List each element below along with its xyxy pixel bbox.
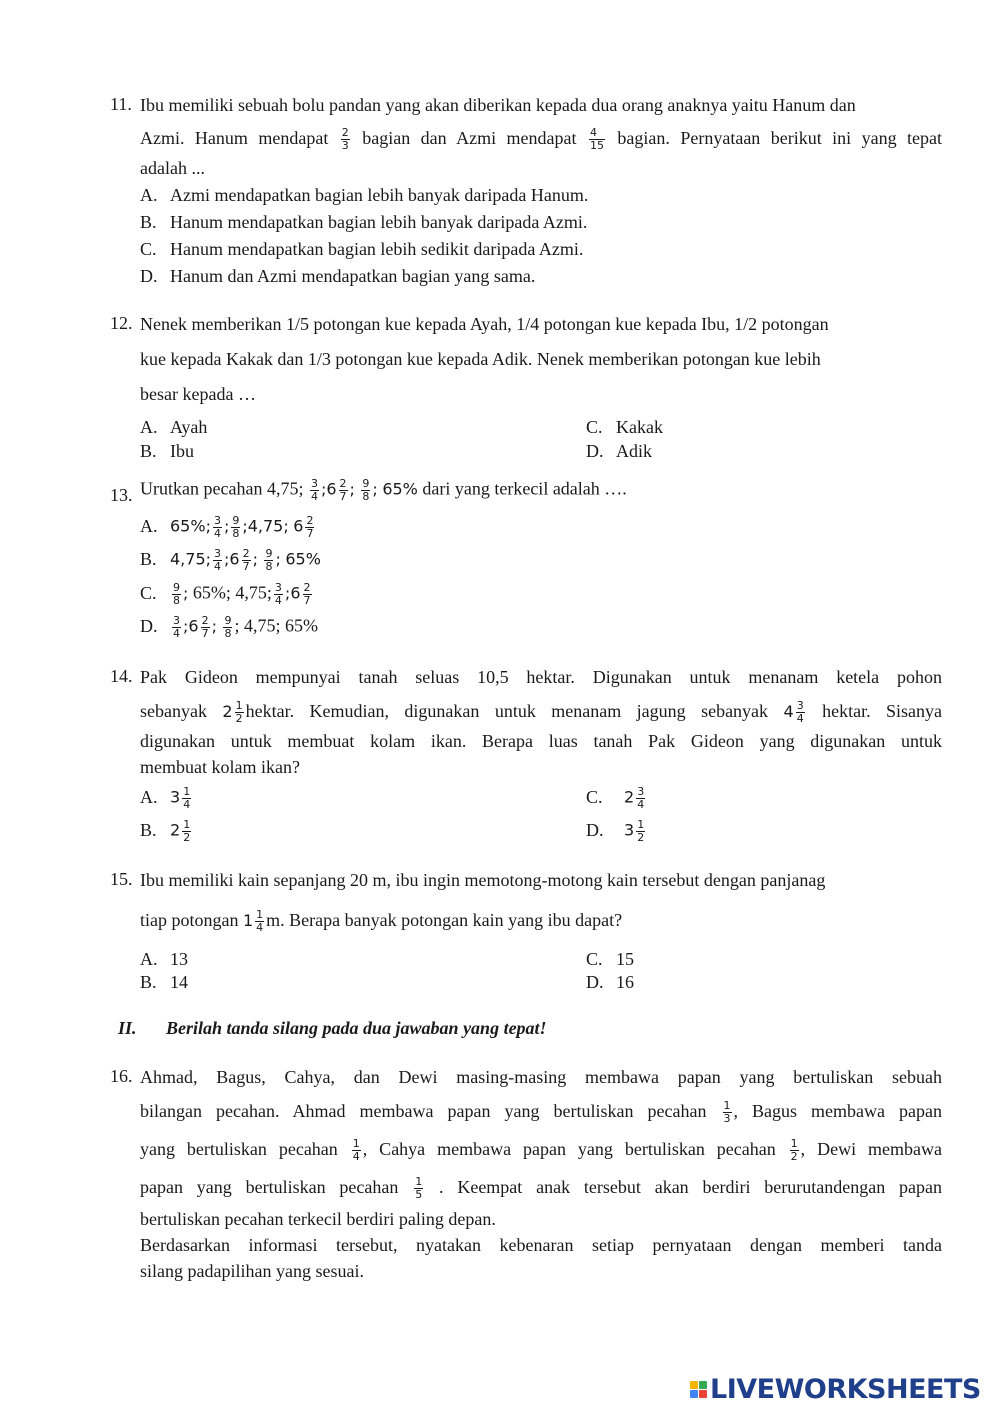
fraction: $\frac{3}{4}$: [214, 547, 222, 573]
section-heading: [118, 1018, 547, 1039]
answer-option[interactable]: C. 2 $\frac{3}{4}$: [586, 785, 645, 811]
question-text-line: tiap potongan 1 $\frac{1}{4}$ m. Berapa banyak potongan kain yang ibu dapat?: [140, 908, 623, 935]
fraction: $\frac{3}{4}$: [796, 699, 804, 726]
fraction: $\frac{3}{4}$: [173, 614, 180, 640]
question-text-line: besar kepada …: [140, 384, 256, 404]
section-title: Berilah tanda silang pada dua jawaban yang tepat!: [166, 1018, 547, 1038]
question-text-line: Berdasarkan informasi tersebut, nyatakan kebenaran setiap pernyataan dengan memberi tanda: [140, 1235, 942, 1255]
question-number: 15.: [110, 869, 133, 889]
question-text-line: digunakan untuk membuat kolam ikan. Berapa luas tanah Pak Gideon yang digunakan untuk: [140, 731, 942, 751]
question-number: 16.: [110, 1066, 133, 1086]
question-text-line: bilangan pecahan. Ahmad membawa papan yang bertuliskan pecahan $\frac{1}{3}$ , Bagus membawa papan: [140, 1099, 943, 1126]
answer-option[interactable]: D. 3 $\frac{1}{2}$: [586, 818, 645, 844]
answer-option[interactable]: B. 2 $\frac{1}{2}$: [140, 818, 191, 844]
fraction: $\frac{3}{4}$: [637, 785, 645, 811]
logo-icon: [690, 1381, 707, 1398]
question-14: [110, 666, 942, 782]
fraction: $\frac{1}{2}$: [235, 699, 243, 726]
question-number: 11.: [110, 94, 132, 114]
fraction: $\frac{9}{8}$: [173, 581, 180, 607]
question-text-line: Nenek memberikan 1/5 potongan kue kepada Ayah, 1/4 potongan kue kepada Ibu, 1/2 potongan: [140, 314, 829, 334]
question-text-line: Ibu memiliki kain sepanjang 20 m, ibu ingin memotong-motong kain tersebut dengan panjanag: [140, 870, 826, 890]
fraction: $\frac{3}{4}$: [213, 514, 221, 540]
fraction: $\frac{9}{8}$: [224, 614, 232, 640]
answer-option[interactable]: D. 16: [586, 972, 634, 992]
section-number: II.: [118, 1018, 137, 1038]
fraction: $\frac{1}{4}$: [352, 1137, 360, 1164]
fraction: $\frac{1}{2}$: [637, 818, 645, 844]
question-text-line: silang padapilihan yang sesuai.: [140, 1261, 364, 1281]
question-number: 13.: [110, 485, 133, 505]
question-12: [110, 313, 942, 418]
fraction: $\frac{2}{7}$: [201, 614, 209, 640]
question-text-line: Pak Gideon mempunyai tanah seluas 10,5 hektar. Digunakan untuk menanam ketela pohon: [140, 667, 942, 687]
question-text-line: kue kepada Kakak dan 1/3 potongan kue kepada Adik. Nenek memberikan potongan kue lebih: [140, 349, 821, 369]
answer-option[interactable]: D. Adik: [586, 441, 652, 461]
logo-text: LIVEWORKSHEETS: [710, 1373, 981, 1405]
answer-option[interactable]: A. 13: [140, 949, 188, 969]
fraction: $\frac{9}{8}$: [265, 547, 273, 573]
fraction: $\frac{1}{4}$: [183, 785, 191, 811]
fraction: $\frac{1}{5}$: [415, 1175, 423, 1202]
answer-option[interactable]: A. 3 $\frac{1}{4}$: [140, 785, 191, 811]
answer-option[interactable]: D. Hanum dan Azmi mendapatkan bagian yang sama.: [140, 266, 536, 286]
question-number: 14.: [110, 666, 133, 686]
answer-option[interactable]: B. 14: [140, 972, 188, 992]
fraction: $\frac{9}{8}$: [232, 514, 240, 540]
fraction: $\frac{2}{3}$: [341, 126, 349, 153]
fraction: $\frac{3}{4}$: [274, 581, 282, 607]
fraction: $\frac{2}{7}$: [306, 514, 314, 540]
fraction: $\frac{2}{7}$: [242, 547, 250, 573]
answer-option[interactable]: C. $\frac{9}{8}$ ; 65%; 4,75; $\frac{3}{4}$ ;6 $\frac{2}{7}$: [140, 581, 311, 607]
fraction: $\frac{1}{4}$: [256, 908, 264, 935]
question-text-line: membuat kolam ikan?: [140, 757, 300, 777]
answer-option[interactable]: C. 15: [586, 949, 634, 969]
question-text-line: Ibu memiliki sebuah bolu pandan yang akan diberikan kepada dua orang anaknya yaitu Hanum dan: [140, 95, 856, 115]
question-text-line: sebanyak 2 $\frac{1}{2}$ hektar. Kemudian, digunakan untuk menanam jagung sebanyak 4 $\frac{3}{4}$ hektar. Sisanya: [140, 699, 943, 726]
answer-option[interactable]: A. Azmi mendapatkan bagian lebih banyak daripada Hanum.: [140, 185, 589, 205]
answer-option[interactable]: A. Ayah: [140, 417, 208, 437]
question-text-line: adalah ...: [140, 158, 205, 178]
question-number: 12.: [110, 313, 133, 333]
question-16: [110, 1066, 942, 1284]
question-text-line: papan yang bertuliskan pecahan $\frac{1}{5}$ . Keempat anak tersebut akan berdiri berurutandengan papan: [140, 1175, 943, 1202]
question-text-line: Ahmad, Bagus, Cahya, dan Dewi masing-masing membawa papan yang bertuliskan sebuah: [140, 1067, 942, 1087]
fraction: $\frac{1}{2}$: [790, 1137, 798, 1164]
question-text-line: yang bertuliskan pecahan $\frac{1}{4}$ , Cahya membawa papan yang bertuliskan pecahan $\frac{1}{2}$ , Dewi membawa: [140, 1137, 943, 1164]
fraction: $\frac{2}{7}$: [339, 477, 347, 503]
answer-option[interactable]: C. Hanum mendapatkan bagian lebih sedikit daripada Azmi.: [140, 239, 584, 259]
liveworksheets-logo: [690, 1374, 981, 1404]
question-15: [110, 869, 942, 939]
answer-option[interactable]: B. 4,75; $\frac{3}{4}$ ;6 $\frac{2}{7}$ ; $\frac{9}{8}$ ; 65%: [140, 547, 321, 573]
question-text-line: bertuliskan pecahan terkecil berdiri paling depan.: [140, 1209, 496, 1229]
fraction: $\frac{2}{7}$: [303, 581, 311, 607]
answer-option[interactable]: B. Ibu: [140, 441, 194, 461]
fraction: $\frac{4}{15}$: [589, 126, 604, 153]
fraction: $\frac{9}{8}$: [362, 477, 370, 503]
question-13: 13. Urutkan pecahan 4,75; $\frac{3}{4}$ ;6 $\frac{2}{7}$ ; $\frac{9}{8}$ ; 65% dari yang terkecil adalah ….: [110, 477, 627, 505]
fraction: $\frac{1}{3}$: [723, 1099, 731, 1126]
question-11: [110, 92, 942, 182]
answer-option[interactable]: A. 65%; $\frac{3}{4}$ ; $\frac{9}{8}$ ;4,75; 6 $\frac{2}{7}$: [140, 514, 314, 540]
fraction: $\frac{1}{2}$: [183, 818, 191, 844]
fraction: $\frac{3}{4}$: [310, 477, 318, 503]
answer-option[interactable]: C. Kakak: [586, 417, 663, 437]
answer-option[interactable]: B. Hanum mendapatkan bagian lebih banyak daripada Azmi.: [140, 212, 588, 232]
answer-option[interactable]: D. $\frac{3}{4}$ ;6 $\frac{2}{7}$ ; $\frac{9}{8}$ ; 4,75; 65%: [140, 614, 318, 640]
question-text-line: Azmi. Hanum mendapat $\frac{2}{3}$ bagian dan Azmi mendapat $\frac{4}{15}$ bagian. Pernyataan berikut ini yang tepat: [140, 126, 943, 153]
